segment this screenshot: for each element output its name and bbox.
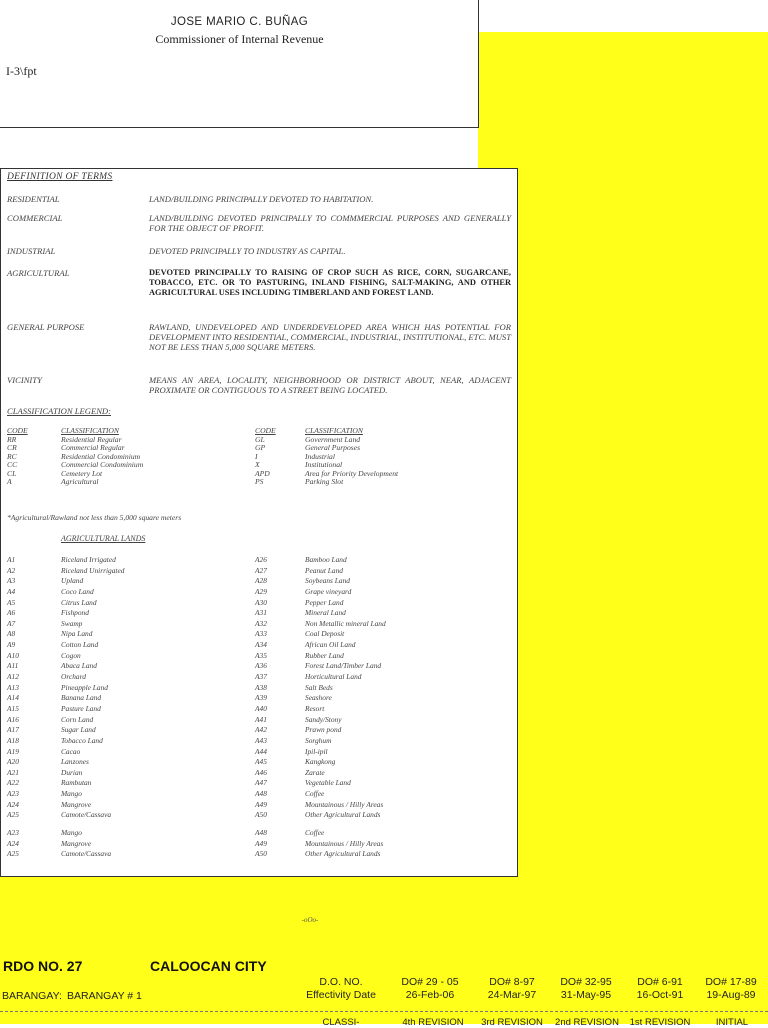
legend-left-rows (7, 436, 247, 486)
agri-row: A48 Coffee (255, 789, 325, 799)
agri-row: A28 Soybeans Land (255, 576, 350, 586)
agri-row: A46 Zarate (255, 767, 325, 777)
commissioner-name: JOSE MARIO C. BUÑAG (170, 16, 309, 28)
end-mark: -oOo- (301, 916, 319, 924)
effectivity-date-label: Effectivity Date (306, 989, 376, 1001)
legend-row: X Institutional (255, 460, 343, 470)
dup-left-column (7, 828, 247, 860)
revision-date-3: 16-Oct-91 (636, 989, 684, 1001)
commissioner-title: Commissioner of Internal Revenue (155, 32, 324, 46)
agri-row: A45 Kangkong (255, 757, 336, 767)
legend-row: PS Parking Slot (255, 476, 344, 486)
legend-code-header: CODE (7, 426, 28, 435)
legend-row: A Agricultural (7, 476, 99, 486)
agri-row: A19 Cacao (7, 746, 81, 756)
revision-date-0: 26-Feb-06 (405, 989, 455, 1001)
agri-row: A35 Rubber Land (255, 650, 344, 660)
classification-label: CLASSI- (322, 1017, 360, 1028)
legend-row: GL Government Land (255, 435, 361, 444)
agri-row: A31 Mineral Land (255, 608, 346, 618)
legend-class-header: CLASSIFICATION (305, 426, 363, 435)
agri-row: A6 Fishpond (7, 608, 89, 618)
agri-row: A48 Coffee (255, 828, 325, 837)
definition-vicinity: VICINITY MEANS AN AREA, LOCALITY, NEIGHBORHOOD OR DISTRICT ABOUT, NEAR, ADJACENT PROXIMATE OR CONTIGUOUS TO A STREET BEING LOCATED. (7, 375, 511, 395)
agri-row: A24 Mangrove (7, 799, 92, 809)
agri-row: A40 Resort (255, 703, 325, 713)
revision-do-4: DO# 17-89 (705, 976, 757, 988)
agri-row: A23 Mango (7, 789, 82, 799)
legend-footnote: *Agricultural/Rawland not less than 5,000 square meters (7, 513, 182, 522)
definitions-box (0, 168, 518, 834)
agri-row: A7 Swamp (7, 618, 83, 628)
agri-row: A25 Camote/Cassava (7, 849, 112, 859)
definition-commercial: COMMERCIAL LAND/BUILDING DEVOTED PRINCIPALLY TO COMMMERCIAL PURPOSES AND GENERALLY FOR THE OBJECT OF PROFIT. (7, 213, 511, 233)
revision-date-2: 31-May-95 (560, 989, 612, 1001)
agri-row: A21 Durian (7, 767, 83, 777)
agri-row: A12 Orchard (7, 672, 86, 682)
agri-row: A4 Coco Land (7, 586, 94, 596)
agri-row: A38 Salt Beds (255, 682, 333, 692)
legend-row: GP General Purposes (255, 443, 361, 453)
agri-row: A22 Rambutan (7, 778, 92, 788)
agri-row: A36 Forest Land/Timber Land (255, 661, 382, 671)
legend-row: I Industrial (255, 451, 335, 461)
barangay-label: BARANGAY: (2, 990, 62, 1002)
agri-row: A29 Grape vineyard (255, 586, 352, 596)
definition-general-purpose: GENERAL PURPOSE RAWLAND, UNDEVELOPED AND UNDERDEVELOPED AREA WHICH HAS POTENTIAL FOR DEVELOPMENT INTO RESIDENTIAL, COMMERCIAL, INDUSTRIAL, INSTITUTIONAL, ETC. MUST NOT BE LESS THAN 5,000 SQUARE METERS. (7, 322, 511, 352)
legend-row: CR Commercial Regular (7, 443, 125, 453)
do-number-label: D.O. NO. (319, 976, 363, 988)
agri-row: A1 Riceland Irrigated (7, 555, 116, 564)
agri-left-column (7, 555, 247, 821)
agri-row: A39 Seashore (255, 693, 332, 703)
legend-row: RC Residential Condominium (7, 451, 141, 461)
definition-residential: RESIDENTIAL LAND/BUILDING PRINCIPALLY DEVOTED TO HABITATION. (7, 194, 374, 204)
agri-row: A13 Pineapple Land (7, 682, 109, 692)
revision-label-4: INITIAL (715, 1017, 749, 1028)
agri-row: A50 Other Agricultural Lands (255, 849, 381, 859)
city-name: CALOOCAN CITY (150, 958, 267, 974)
agri-row: A2 Riceland Unirrigated (7, 565, 125, 575)
legend-heading: CLASSIFICATION LEGEND: (7, 406, 112, 416)
agri-row: A3 Upland (7, 576, 84, 586)
definition-agricultural: AGRICULTURAL DEVOTED PRINCIPALLY TO RAISING OF CROP SUCH AS RICE, CORN, SUGARCANE, TOBACCO, ETC. OR TO PASTURING, INLAND FISHING, SALT-MAKING, AND OTHER AGRICULTURAL USES INCLUDING TIMBERLAND AND FOREST LAND. (7, 268, 511, 297)
revision-label-1: 3rd REVISION (481, 1017, 543, 1028)
agri-row: A5 Citrus Land (7, 597, 97, 607)
definition-industrial: INDUSTRIAL DEVOTED PRINCIPALLY TO INDUSTRY AS CAPITAL. (7, 246, 346, 256)
dup-right-column (255, 828, 515, 860)
revision-label-3: 1st REVISION (629, 1017, 691, 1028)
agri-row: A34 African Oil Land (255, 640, 356, 650)
agricultural-lands-heading: AGRICULTURAL LANDS (61, 534, 146, 543)
agri-row: A14 Banana Land (7, 693, 102, 703)
legend-row: CL Cemetery Lot (7, 468, 103, 478)
legend-class-header: CLASSIFICATION (61, 426, 119, 435)
agri-row: A20 Lanzones (7, 757, 89, 767)
revision-label-2: 2nd REVISION (555, 1017, 619, 1028)
agri-row: A33 Coal Deposit (255, 629, 345, 639)
definitions-heading: DEFINITION OF TERMS (7, 172, 113, 182)
agri-row: A16 Corn Land (7, 714, 94, 724)
agri-row: A15 Pasture Land (7, 703, 101, 713)
agri-row: A30 Pepper Land (255, 597, 344, 607)
agri-row: A8 Nipa Land (7, 629, 93, 639)
agri-right-column (255, 555, 515, 821)
agri-row: A26 Bamboo Land (255, 555, 347, 564)
revision-label-0: 4th REVISION (402, 1017, 464, 1028)
signatory-box (0, 0, 479, 128)
agri-row: A17 Sugar Land (7, 725, 96, 735)
revision-date-4: 19-Aug-89 (706, 989, 756, 1001)
legend-row: CC Commercial Condominium (7, 460, 144, 470)
agri-row: A49 Mountainous / Hilly Areas (255, 799, 384, 809)
agri-row: A24 Mangrove (7, 838, 92, 848)
agri-row: A47 Vegetable Land (255, 778, 351, 788)
agri-row: A23 Mango (7, 828, 82, 837)
legend-row: RR Residential Regular (7, 435, 122, 444)
legend-row: APD Area for Priority Development (255, 468, 399, 478)
reference-code: I-3\fpt (6, 64, 37, 78)
agri-row: A10 Cogon (7, 650, 81, 660)
header-divider (0, 1011, 768, 1012)
agri-row: A50 Other Agricultural Lands (255, 810, 381, 820)
revision-date-1: 24-Mar-97 (487, 989, 537, 1001)
revision-do-3: DO# 6-91 (637, 976, 683, 988)
agri-row: A49 Mountainous / Hilly Areas (255, 838, 384, 848)
revision-do-0: DO# 29 - 05 (401, 976, 459, 988)
agri-row: A11 Abaca Land (7, 661, 97, 671)
rdo-number: RDO NO. 27 (3, 958, 83, 974)
agri-row: A32 Non Metallic mineral Land (255, 618, 386, 628)
agri-row: A27 Peanut Land (255, 565, 343, 575)
barangay-value: BARANGAY # 1 (67, 990, 142, 1002)
agri-row: A18 Tobacco Land (7, 735, 103, 745)
agri-row: A41 Sandy/Stony (255, 714, 342, 724)
agri-row: A44 Ipil-ipil (255, 746, 328, 756)
agri-row: A25 Camote/Cassava (7, 810, 112, 820)
agri-row: A37 Horticultural Land (255, 672, 362, 682)
agri-row: A42 Prawn pond (255, 725, 342, 735)
agri-row: A43 Sorghum (255, 735, 332, 745)
agri-row: A9 Cotton Land (7, 640, 99, 650)
revision-do-2: DO# 32-95 (560, 976, 612, 988)
duplicate-fragment-box (0, 828, 518, 877)
legend-right-rows (255, 436, 515, 486)
yellow-highlight-gap (518, 32, 768, 870)
legend-code-header: CODE (255, 426, 276, 435)
revision-do-1: DO# 8-97 (489, 976, 535, 988)
